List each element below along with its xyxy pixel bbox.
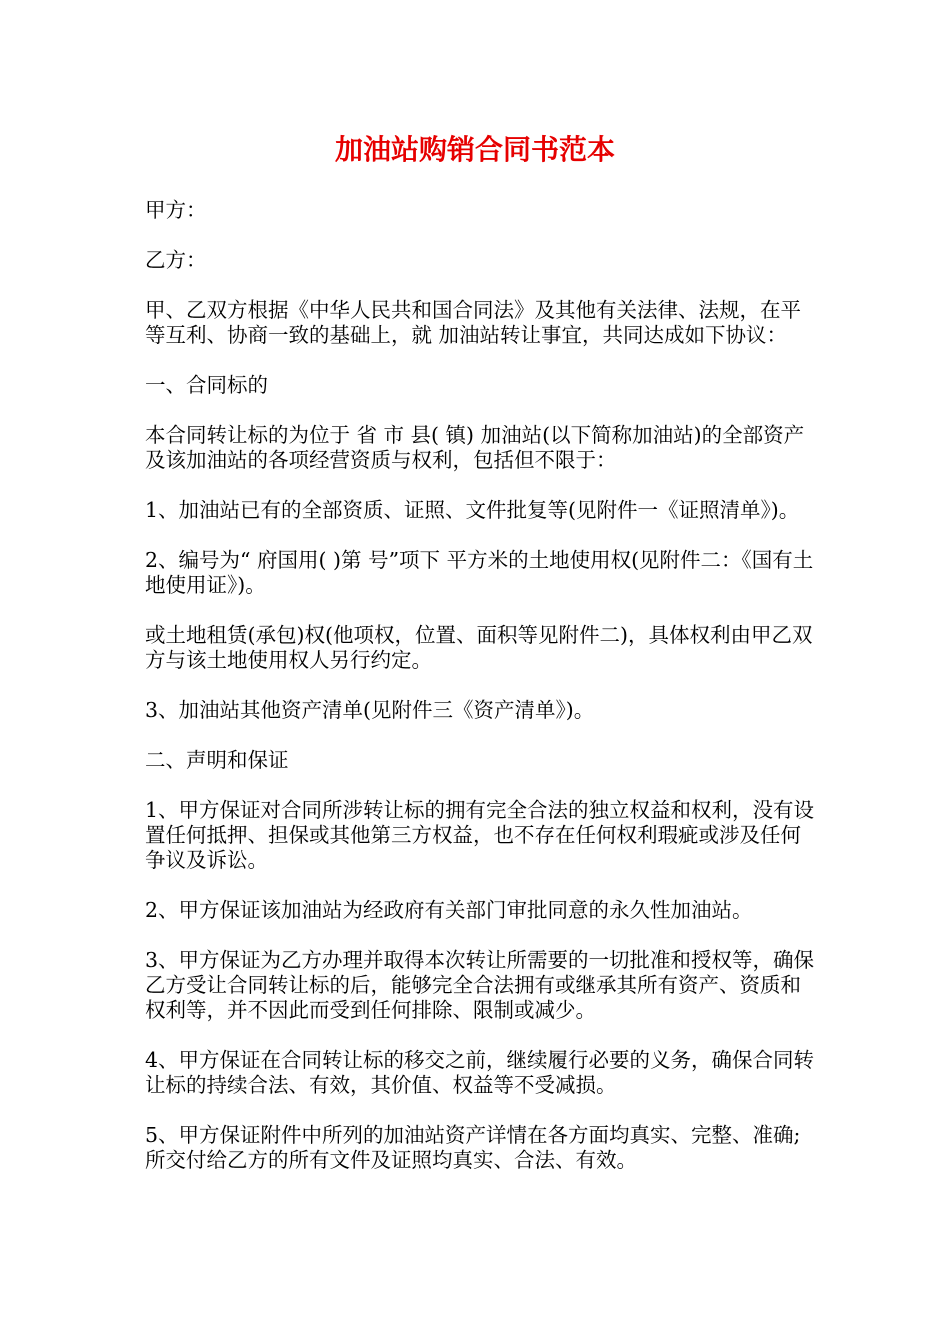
warranty-item-5: 5、甲方保证附件中所列的加油站资产详情在各方面均真实、完整、准确;所交付给乙方的所有文件及证照均真实、合法、有效。: [145, 1123, 801, 1172]
section-heading-subject: 一、合同标的: [145, 373, 268, 397]
subject-item-2-alt: 或土地租赁(承包)权(他项权，位置、面积等见附件二)，具体权利由甲乙双方与该土地使用权人另行约定。: [145, 623, 813, 672]
warranty-item-2: 2、甲方保证该加油站为经政府有关部门审批同意的永久性加油站。: [145, 898, 753, 922]
preamble-paragraph: 甲、乙双方根据《中华人民共和国合同法》及其他有关法律、法规，在平等互利、协商一致的基础上，就 加油站转让事宜，共同达成如下协议：: [145, 298, 801, 347]
party-a-line: 甲方：: [145, 198, 207, 222]
warranty-item-3: 3、甲方保证为乙方办理并取得本次转让所需要的一切批准和授权等，确保乙方受让合同转让标的后，能够完全合法拥有或继承其所有资产、资质和权利等，并不因此而受到任何排除、限制或减少。: [145, 948, 815, 1022]
subject-paragraph: 本合同转让标的为位于 省 市 县( 镇) 加油站(以下简称加油站)的全部资产及该加油站的各项经营资质与权利，包括但不限于：: [145, 423, 805, 472]
subject-item-3: 3、加油站其他资产清单(见附件三《资产清单》)。: [145, 698, 595, 722]
subject-item-2: 2、编号为“ 府国用( )第 号”项下 平方米的土地使用权(见附件二：《国有土地使用证》)。: [145, 548, 814, 597]
section-heading-warranties: 二、声明和保证: [145, 748, 289, 772]
warranty-item-1: 1、甲方保证对合同所涉转让标的拥有完全合法的独立权益和权利，没有设置任何抵押、担保或其他第三方权益，也不存在任何权利瑕疵或涉及任何争议及诉讼。: [145, 798, 815, 872]
subject-item-1: 1、加油站已有的全部资质、证照、文件批复等(见附件一《证照清单》)。: [145, 498, 800, 522]
document-body: [145, 198, 815, 1198]
party-b-line: 乙方：: [145, 248, 207, 272]
document-title: 加油站购销合同书范本: [334, 133, 615, 166]
warranty-item-4: 4、甲方保证在合同转让标的移交之前，继续履行必要的义务，确保合同转让标的持续合法、有效，其价值、权益等不受减损。: [145, 1048, 815, 1097]
